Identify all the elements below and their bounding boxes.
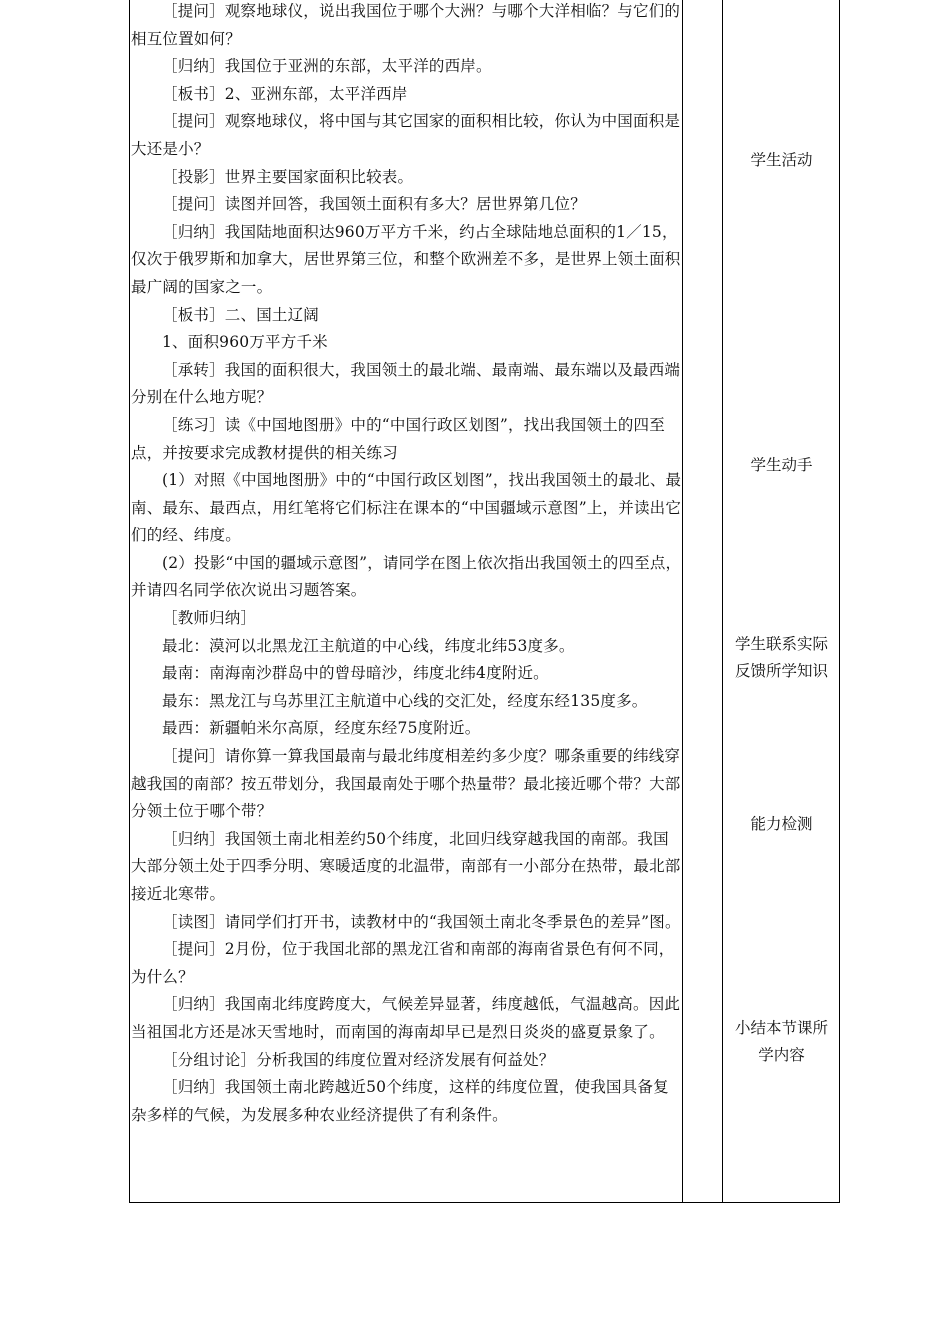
paragraph: ［教师归纳］ bbox=[162, 609, 257, 628]
paragraph: ［提问］观察地球仪，将中国与其它国家的面积相比较，你认为中国面积是大还是小？ bbox=[131, 112, 681, 158]
paragraph: ［承转］我国的面积很大，我国领土的最北端、最南端、最东端以及最西端分别在什么地方呢？ bbox=[131, 360, 681, 407]
paragraph: ［提问］请你算一算我国最南与最北纬度相差约多少度？哪条重要的纬线穿越我国的南部？按五带划分，我国最南处于哪个热量带？最北接近哪个带？大部分领土位于哪个带？ bbox=[131, 747, 681, 821]
paragraph: ［提问］2月份，位于我国北部的黑龙江省和南部的海南省景色有何不同，为什么？ bbox=[131, 940, 675, 986]
note-ability-check: 能力检测 bbox=[750, 815, 813, 833]
paragraph: ［归纳］我国位于亚洲的东部，太平洋的西岸。 bbox=[162, 57, 492, 76]
note-student-activity: 学生活动 bbox=[750, 151, 813, 169]
paragraph: ［归纳］我国领土南北跨越近50个纬度，这样的纬度位置，使我国具备复杂多样的气候，为发展多种农业经济提供了有利条件。 bbox=[131, 1078, 669, 1124]
paragraph: ［归纳］我国陆地面积达960万平方千米，约占全球陆地总面积的1／15，仅次于俄罗斯和加拿大，居世界第三位，和整个欧洲差不多，是世界上领土面积最广阔的国家之一。 bbox=[131, 222, 681, 296]
paragraph: ［归纳］我国南北纬度跨度大，气候差异显著，纬度越低，气温越高。因此当祖国北方还是冰天雪地时，而南国的海南却早已是烈日炎炎的盛夏景象了。 bbox=[131, 995, 681, 1041]
teaching-content bbox=[131, 0, 683, 1129]
paragraph: ［归纳］我国领土南北相差约50个纬度，北回归线穿越我国的南部。我国大部分领土处于四季分明、寒暖适度的北温带，南部有一小部分在热带，最北部接近北寒带。 bbox=[131, 829, 681, 903]
paragraph: ［提问］观察地球仪，说出我国位于哪个大洲？与哪个大洋相临？与它们的相互位置如何？ bbox=[131, 2, 681, 48]
paragraph: ［练习］读《中国地图册》中的“中国行政区划图”，找出我国领土的四至点，并按要求完成教材提供的相关练习 bbox=[131, 415, 665, 462]
column-divider bbox=[722, 0, 723, 1203]
paragraph: 1、面积960万平方千米 bbox=[162, 333, 328, 352]
note-student-feedback: 学生联系实际反馈所学知识 bbox=[734, 635, 828, 680]
paragraph: (2）投影“中国的疆域示意图”，请同学在图上依次指出我国领土的四至点，并请四名同学依次说出习题答案。 bbox=[131, 553, 682, 600]
paragraph: ［分组讨论］分析我国的纬度位置对经济发展有何益处？ bbox=[162, 1050, 555, 1069]
paragraph: ［板书］2、亚洲东部，太平洋西岸 bbox=[162, 84, 408, 103]
paragraph: (1）对照《中国地图册》中的“中国行政区划图”，找出我国领土的最北、最南、最东、最西点，用红笔将它们标注在课本的“中国疆域示意图”上，并读出它们的经、纬度。 bbox=[131, 471, 682, 545]
paragraph: ［读图］请同学们打开书，读教材中的“我国领土南北冬季景色的差异”图。 bbox=[162, 912, 681, 931]
paragraph: 最南：南海南沙群岛中的曾母暗沙，纬度北纬4度附近。 bbox=[162, 664, 549, 683]
paragraph: 最北：漠河以北黑龙江主航道的中心线，纬度北纬53度多。 bbox=[162, 636, 575, 655]
paragraph: ［投影］世界主要国家面积比较表。 bbox=[162, 167, 414, 186]
paragraph: 最东：黑龙江与乌苏里江主航道中心线的交汇处，经度东经135度多。 bbox=[162, 691, 648, 710]
note-student-handson: 学生动手 bbox=[750, 456, 813, 474]
note-summary: 小结本节课所学内容 bbox=[734, 1019, 828, 1064]
paragraph: ［板书］二、国土辽阔 bbox=[162, 305, 320, 324]
paragraph: 最西：新疆帕米尔高原，经度东经75度附近。 bbox=[162, 719, 481, 738]
paragraph: ［提问］读图并回答，我国领土面积有多大？居世界第几位？ bbox=[162, 195, 586, 214]
